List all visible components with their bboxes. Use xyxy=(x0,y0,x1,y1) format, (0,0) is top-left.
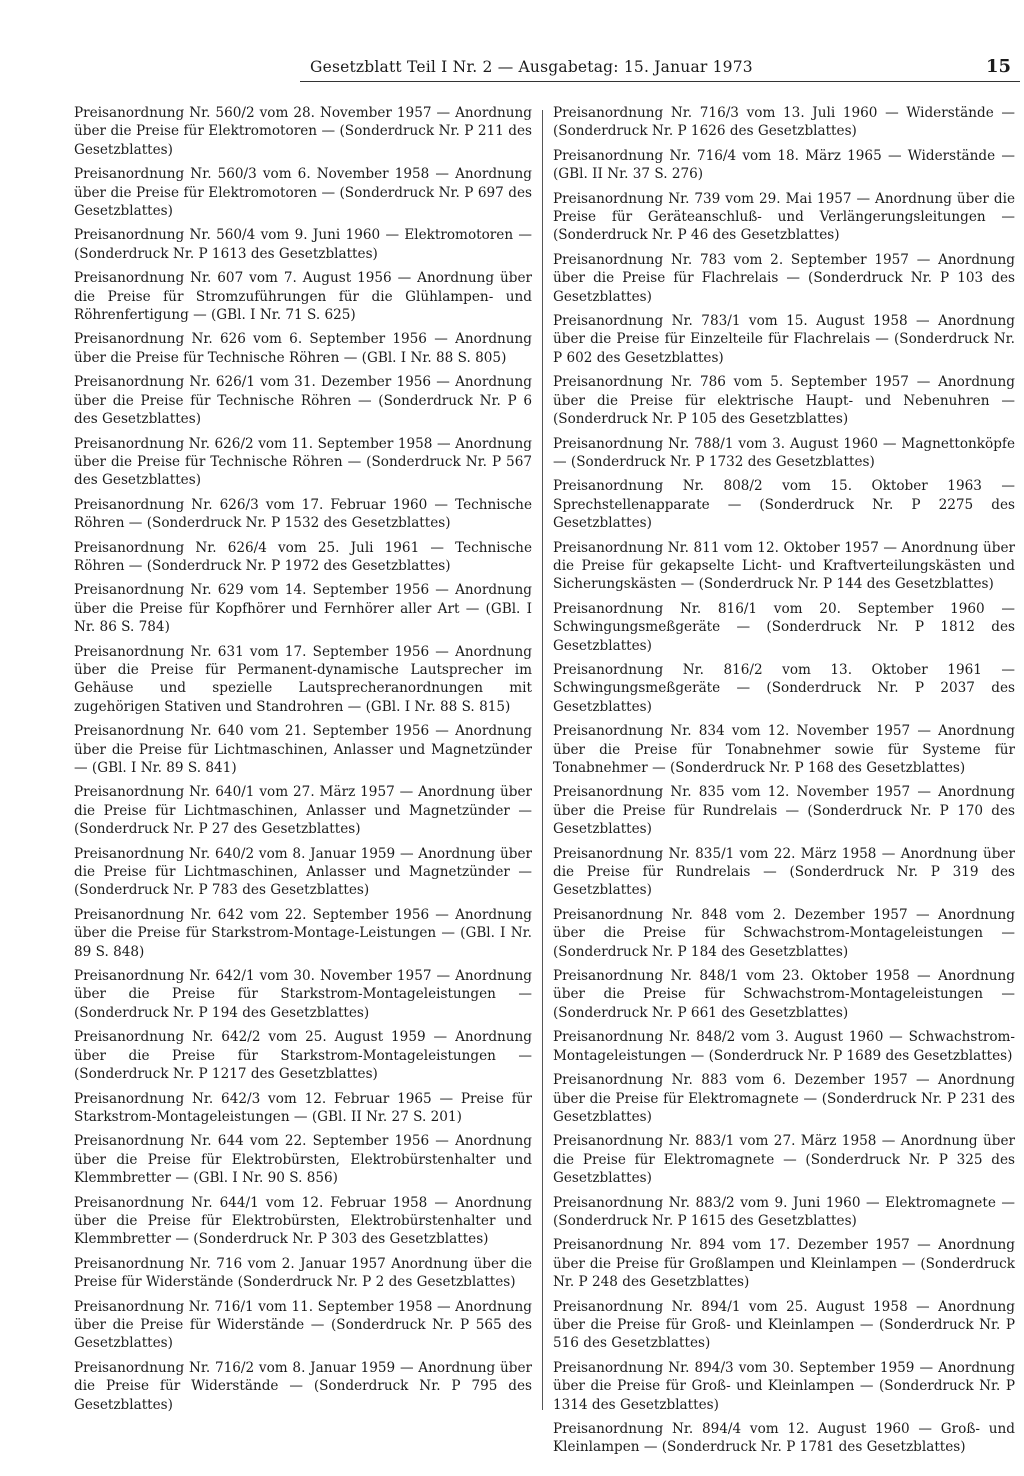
list-item: Preisanordnung Nr. 808/2 vom 15. Oktober 1963 — Sprechstellenapparate — (Sonderdruck Nr. P 2275 des Gesetzblattes) xyxy=(553,478,1015,532)
list-item: Preisanordnung Nr. 644/1 vom 12. Februar 1958 — Anordnung über die Preise für Elektrobürsten, Elektrobürstenhalter und Klemmbretter — (Sonderdruck Nr. P 303 des Gesetzblattes) xyxy=(74,1194,532,1248)
list-item: Preisanordnung Nr. 716/2 vom 8. Januar 1959 — Anordnung über die Preise für Widerstände — (Sonderdruck Nr. P 795 des Gesetzblattes) xyxy=(74,1359,532,1413)
list-item: Preisanordnung Nr. 848/2 vom 3. August 1960 — Schwachstrom-Montageleistungen — (Sonderdruck Nr. P 1689 des Gesetzblattes) xyxy=(553,1029,1015,1064)
list-item: Preisanordnung Nr. 716 vom 2. Januar 1957 Anordnung über die Preise für Widerstände (Sonderdruck Nr. P 2 des Gesetzblattes) xyxy=(74,1255,532,1291)
list-item: Preisanordnung Nr. 629 vom 14. September 1956 — Anordnung über die Preise für Kopfhörer und Fernhörer aller Art — (GBl. I Nr. 86 S. 784) xyxy=(74,582,532,636)
page-number: 15 xyxy=(986,56,1012,77)
list-item: Preisanordnung Nr. 644 vom 22. September 1956 — Anordnung über die Preise für Elektrobürsten, Elektrobürstenhalter und Klemmbretter — (GBl. I Nr. 90 S. 856) xyxy=(74,1133,532,1187)
list-item: Preisanordnung Nr. 894/3 vom 30. September 1959 — Anordnung über die Preise für Groß- und Kleinlampen — (Sonderdruck Nr. P 1314 des Gesetzblattes) xyxy=(553,1359,1015,1413)
list-item: Preisanordnung Nr. 640/1 vom 27. März 1957 — Anordnung über die Preise für Lichtmaschinen, Anlasser und Magnetzünder — (Sonderdruck Nr. P 27 des Gesetzblattes) xyxy=(74,784,532,838)
list-item: Preisanordnung Nr. 642 vom 22. September 1956 — Anordnung über die Preise für Starkstrom-Montage-Leistungen — (GBl. I Nr. 89 S. 848) xyxy=(74,906,532,960)
list-item: Preisanordnung Nr. 788/1 vom 3. August 1960 — Magnettonköpfe — (Sonderdruck Nr. P 1732 des Gesetzblattes) xyxy=(553,435,1015,470)
list-item: Preisanordnung Nr. 848 vom 2. Dezember 1957 — Anordnung über die Preise für Schwachstrom-Montageleistungen — (Sonderdruck Nr. P 184 des Gesetzblattes) xyxy=(553,906,1015,960)
list-item: Preisanordnung Nr. 883 vom 6. Dezember 1957 — Anordnung über die Preise für Elektromagnete — (Sonderdruck Nr. P 231 des Gesetzblattes) xyxy=(553,1072,1015,1125)
list-item: Preisanordnung Nr. 786 vom 5. September 1957 — Anordnung über die Preise für elektrische Haupt- und Nebenuhren — (Sonderdruck Nr. P 105 des Gesetzblattes) xyxy=(553,374,1015,428)
list-item: Preisanordnung Nr. 716/4 vom 18. März 1965 — Widerstände — (GBl. II Nr. 37 S. 276) xyxy=(553,147,1015,183)
list-item: Preisanordnung Nr. 816/2 vom 13. Oktober 1961 — Schwingungsmeßgeräte — (Sonderdruck Nr. P 2037 des Gesetzblattes) xyxy=(553,661,1015,715)
list-item: Preisanordnung Nr. 640/2 vom 8. Januar 1959 — Anordnung über die Preise für Lichtmaschinen, Anlasser und Magnetzünder — (Sonderdruck Nr. P 783 des Gesetzblattes) xyxy=(74,845,532,899)
list-item: Preisanordnung Nr. 894/1 vom 25. August 1958 — Anordnung über die Preise für Groß- und Kleinlampen — (Sonderdruck Nr. P 516 des Gesetzblattes) xyxy=(553,1298,1015,1352)
column-divider xyxy=(542,110,543,1410)
list-item: Preisanordnung Nr. 626/3 vom 17. Februar 1960 — Technische Röhren — (Sonderdruck Nr. P 1532 des Gesetzblattes) xyxy=(74,496,532,532)
right-column xyxy=(553,104,1015,1463)
list-item: Preisanordnung Nr. 848/1 vom 23. Oktober 1958 — Anordnung über die Preise für Schwachstrom-Montageleistungen — (Sonderdruck Nr. P 661 des Gesetzblattes) xyxy=(553,968,1015,1021)
list-item: Preisanordnung Nr. 626/1 vom 31. Dezember 1956 — Anordnung über die Preise für Technische Röhren — (Sonderdruck Nr. P 6 des Gesetzblattes) xyxy=(74,374,532,428)
list-item: Preisanordnung Nr. 716/3 vom 13. Juli 1960 — Widerstände — (Sonderdruck Nr. P 1626 des Gesetzblattes) xyxy=(553,105,1015,140)
list-item: Preisanordnung Nr. 894 vom 17. Dezember 1957 — Anordnung über die Preise für Großlampen und Kleinlampen — (Sonderdruck Nr. P 248 des Gesetzblattes) xyxy=(553,1237,1015,1291)
list-item: Preisanordnung Nr. 811 vom 12. Oktober 1957 — Anordnung über die Preise für gekapselte Licht- und Kraftverteilungskästen und Sicherungskästen — (Sonderdruck Nr. P 144 des Gesetzblattes) xyxy=(553,539,1015,593)
list-item: Preisanordnung Nr. 560/3 vom 6. November 1958 — Anordnung über die Preise für Elektromotoren — (Sonderdruck Nr. P 697 des Gesetzblattes) xyxy=(74,166,532,220)
list-item: Preisanordnung Nr. 835 vom 12. November 1957 — Anordnung über die Preise für Rundrelais — (Sonderdruck Nr. P 170 des Gesetzblattes) xyxy=(553,784,1015,838)
page-header xyxy=(0,58,1024,86)
list-item: Preisanordnung Nr. 607 vom 7. August 1956 — Anordnung über die Preise für Stromzuführungen für die Glühlampen- und Röhrenfertigung — (GBl. I Nr. 71 S. 625) xyxy=(74,270,532,324)
list-item: Preisanordnung Nr. 835/1 vom 22. März 1958 — Anordnung über die Preise für Rundrelais — (Sonderdruck Nr. P 319 des Gesetzblattes) xyxy=(553,845,1015,899)
list-item: Preisanordnung Nr. 626/2 vom 11. September 1958 — Anordnung über die Preise für Technische Röhren — (Sonderdruck Nr. P 567 des Gesetzblattes) xyxy=(74,435,532,489)
list-item: Preisanordnung Nr. 783 vom 2. September 1957 — Anordnung über die Preise für Flachrelais — (Sonderdruck Nr. P 103 des Gesetzblattes) xyxy=(553,251,1015,305)
list-item: Preisanordnung Nr. 816/1 vom 20. September 1960 — Schwingungsmeßgeräte — (Sonderdruck Nr. P 1812 des Gesetzblattes) xyxy=(553,600,1015,654)
list-item: Preisanordnung Nr. 783/1 vom 15. August 1958 — Anordnung über die Preise für Einzelteile für Flachrelais — (Sonderdruck Nr. P 602 des Gesetzblattes) xyxy=(553,313,1015,366)
list-item: Preisanordnung Nr. 642/1 vom 30. November 1957 — Anordnung über die Preise für Starkstrom-Montageleistungen — (Sonderdruck Nr. P 194 des Gesetzblattes) xyxy=(74,968,532,1021)
list-item: Preisanordnung Nr. 883/2 vom 9. Juni 1960 — Elektromagnete — (Sonderdruck Nr. P 1615 des Gesetzblattes) xyxy=(553,1194,1015,1229)
list-item: Preisanordnung Nr. 894/4 vom 12. August 1960 — Groß- und Kleinlampen — (Sonderdruck Nr. P 1781 des Gesetzblattes) xyxy=(553,1421,1015,1456)
list-item: Preisanordnung Nr. 631 vom 17. September 1956 — Anordnung über die Preise für Permanent-dynamische Lautsprecher im Gehäuse und spezielle Lautsprecheranordnungen mit zugehörigen Stativen und Standrohren — (GBl. I Nr. 88 S. 815) xyxy=(74,643,532,715)
list-item: Preisanordnung Nr. 626 vom 6. September 1956 — Anordnung über die Preise für Technische Röhren — (GBl. I Nr. 88 S. 805) xyxy=(74,331,532,366)
list-item: Preisanordnung Nr. 739 vom 29. Mai 1957 — Anordnung über die Preise für Geräteanschluß- und Verlängerungsleitungen — (Sonderdruck Nr. P 46 des Gesetzblattes) xyxy=(553,190,1015,244)
list-item: Preisanordnung Nr. 560/4 vom 9. Juni 1960 — Elektromotoren — (Sonderdruck Nr. P 1613 des Gesetzblattes) xyxy=(74,227,532,262)
list-item: Preisanordnung Nr. 883/1 vom 27. März 1958 — Anordnung über die Preise für Elektromagnete — (Sonderdruck Nr. P 325 des Gesetzblattes) xyxy=(553,1133,1015,1187)
list-item: Preisanordnung Nr. 642/3 vom 12. Februar 1965 — Preise für Starkstrom-Montageleistungen — (GBl. II Nr. 27 S. 201) xyxy=(74,1090,532,1125)
list-item: Preisanordnung Nr. 560/2 vom 28. November 1957 — Anordnung über die Preise für Elektromotoren — (Sonderdruck Nr. P 211 des Gesetzblattes) xyxy=(74,105,532,158)
header-rule xyxy=(300,81,1020,82)
list-item: Preisanordnung Nr. 716/1 vom 11. September 1958 — Anordnung über die Preise für Widerstände — (Sonderdruck Nr. P 565 des Gesetzblattes) xyxy=(74,1298,532,1352)
header-title: Gesetzblatt Teil I Nr. 2 — Ausgabetag: 15. Januar 1973 xyxy=(310,58,753,76)
list-item: Preisanordnung Nr. 642/2 vom 25. August 1959 — Anordnung über die Preise für Starkstrom-Montageleistungen — (Sonderdruck Nr. P 1217 des Gesetzblattes) xyxy=(74,1029,532,1083)
list-item: Preisanordnung Nr. 640 vom 21. September 1956 — Anordnung über die Preise für Lichtmaschinen, Anlasser und Magnetzünder — (GBl. I Nr. 89 S. 841) xyxy=(74,723,532,776)
list-item: Preisanordnung Nr. 626/4 vom 25. Juli 1961 — Technische Röhren — (Sonderdruck Nr. P 1972 des Gesetzblattes) xyxy=(74,539,532,574)
left-column xyxy=(74,104,532,1420)
list-item: Preisanordnung Nr. 834 vom 12. November 1957 — Anordnung über die Preise für Tonabnehmer sowie für Systeme für Tonabnehmer — (Sonderdruck Nr. P 168 des Gesetzblattes) xyxy=(553,723,1015,776)
